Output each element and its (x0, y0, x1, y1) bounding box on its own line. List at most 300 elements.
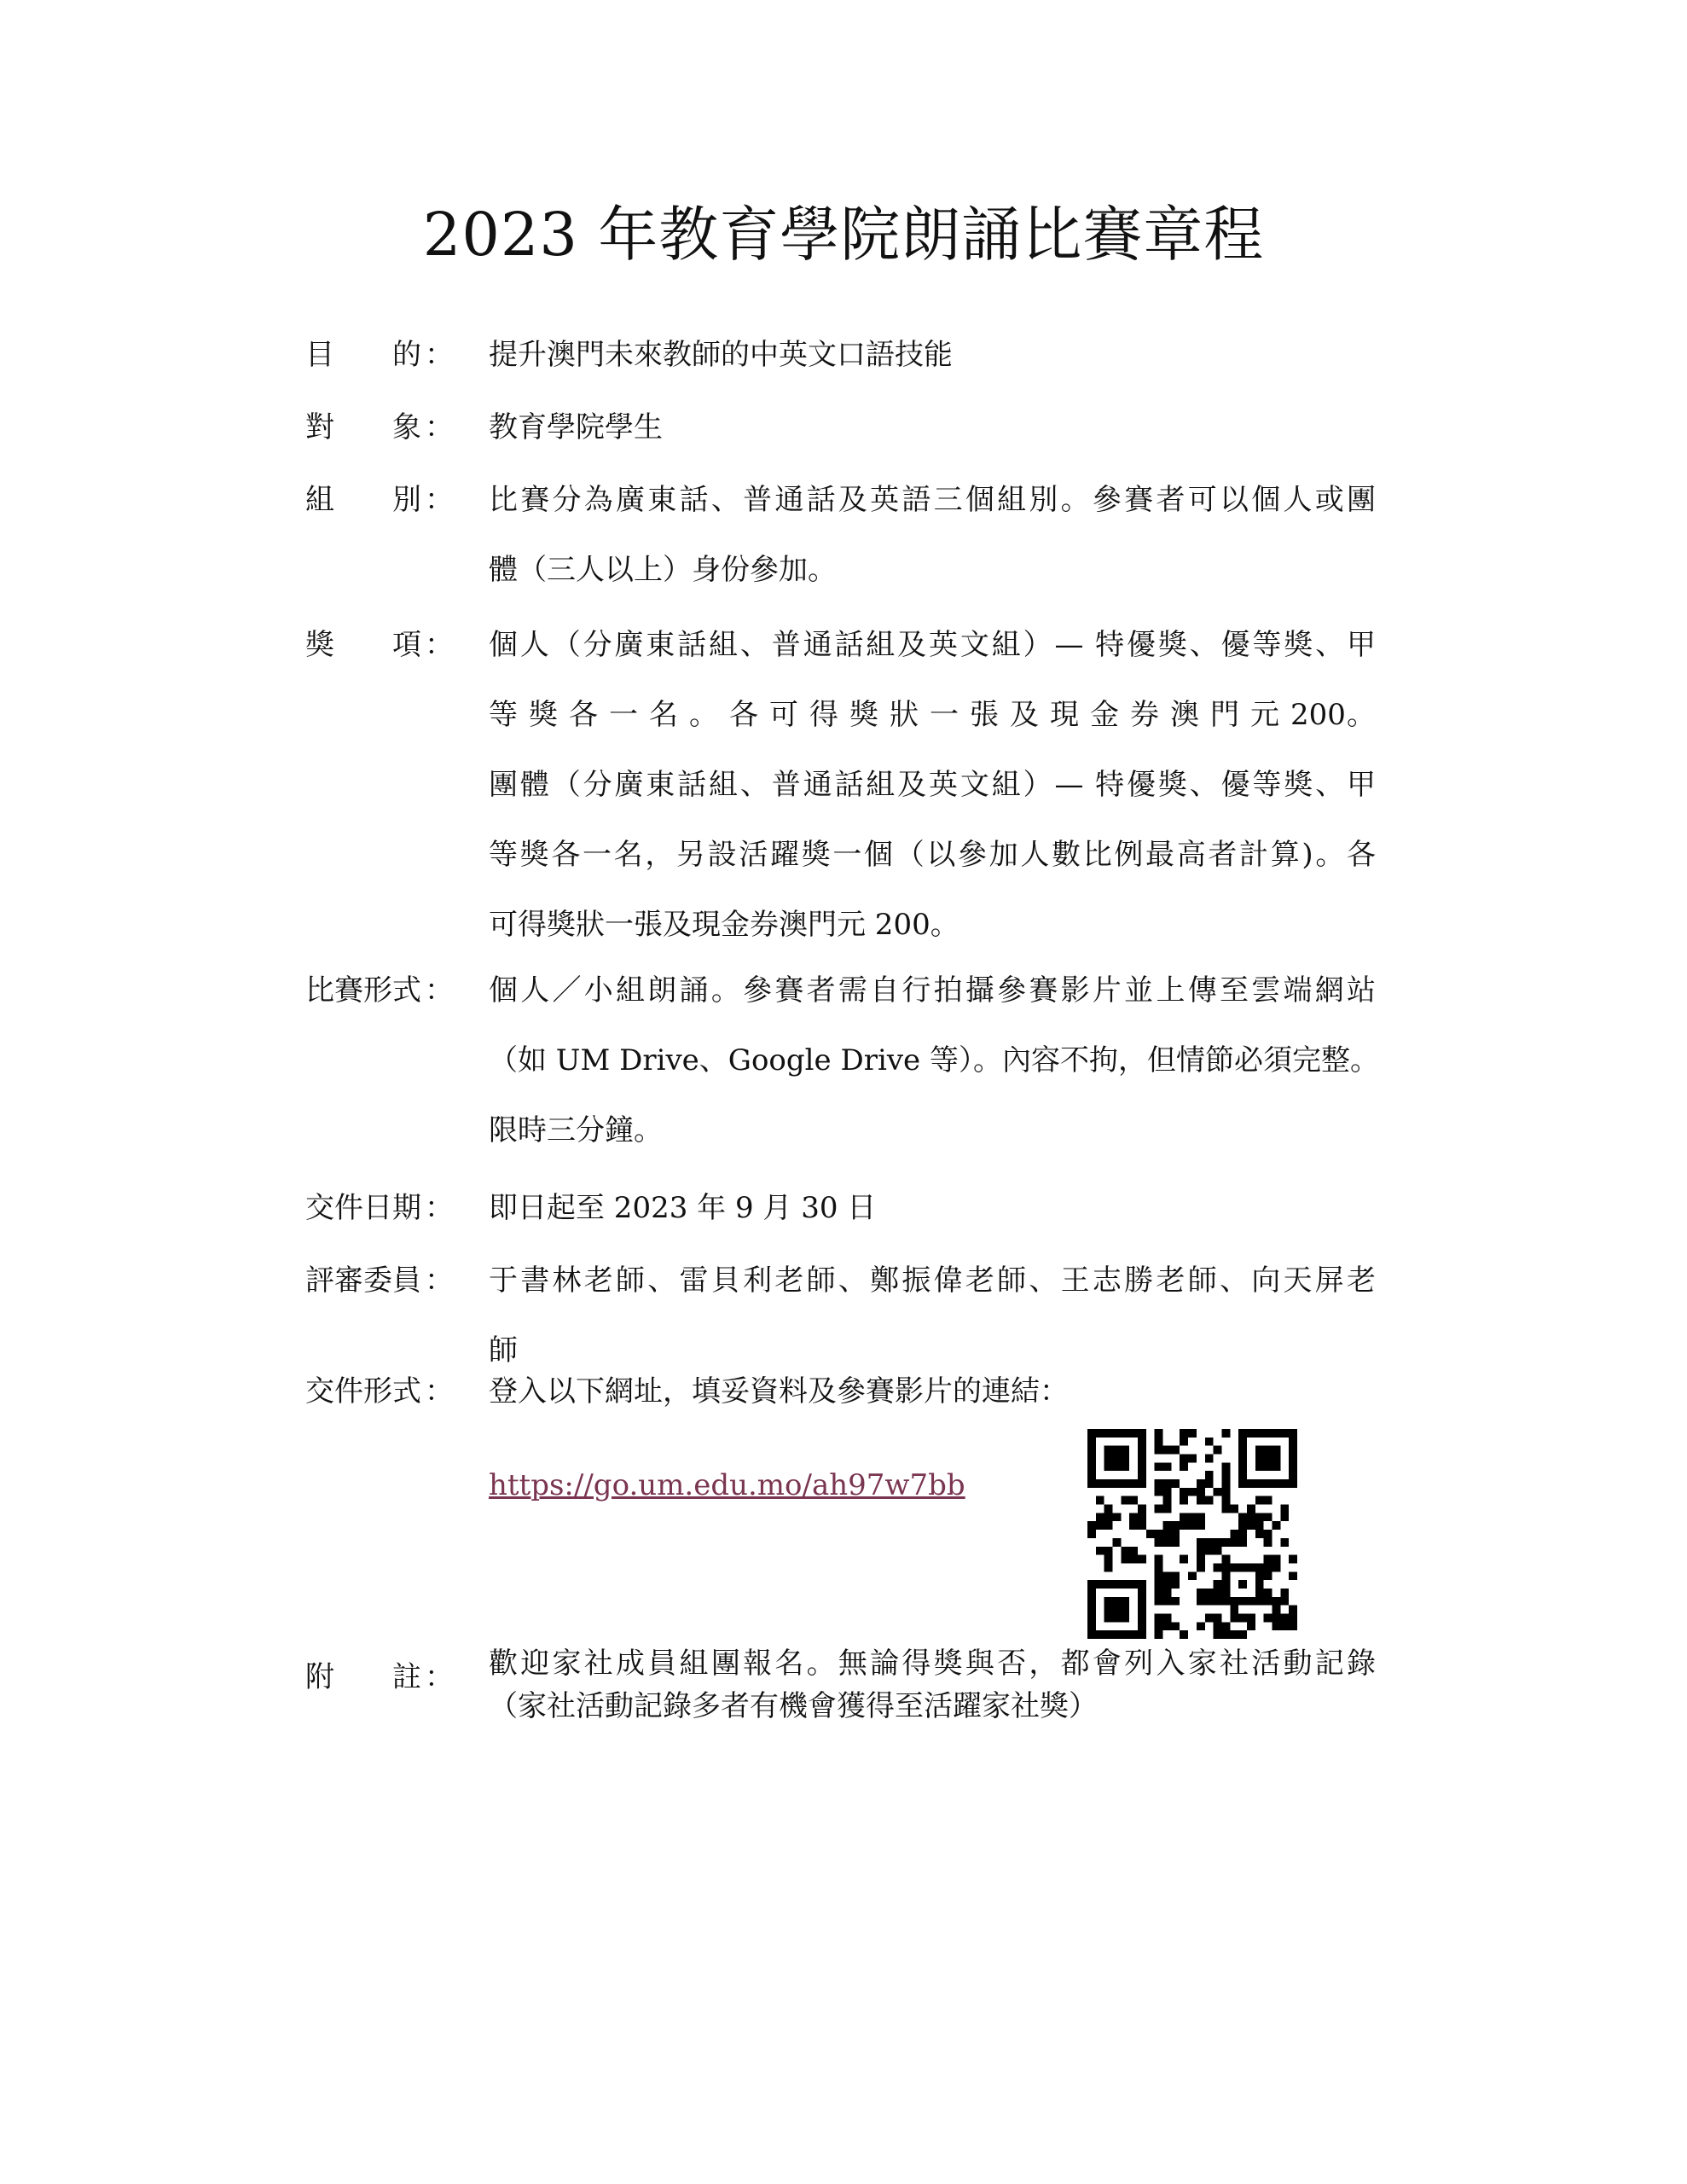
qr-module (1238, 1462, 1247, 1471)
qr-module (1238, 1429, 1247, 1438)
qr-module (1113, 1429, 1122, 1438)
qr-module (1138, 1613, 1146, 1622)
rule-label (305, 392, 454, 462)
qr-module (1221, 1505, 1230, 1513)
qr-module (1180, 1630, 1188, 1639)
qr-module (1121, 1613, 1129, 1622)
qr-module (1289, 1613, 1297, 1622)
qr-module (1096, 1547, 1104, 1555)
qr-module (1087, 1462, 1096, 1471)
qr-module (1096, 1429, 1104, 1438)
qr-module (1221, 1622, 1230, 1630)
qr-module (1238, 1513, 1247, 1521)
qr-module (1255, 1462, 1264, 1471)
rule-label (305, 956, 454, 1025)
qr-module (1121, 1630, 1129, 1639)
qr-module (1230, 1538, 1238, 1547)
qr-module (1214, 1563, 1222, 1571)
qr-module (1255, 1513, 1264, 1521)
qr-module (1096, 1580, 1104, 1589)
qr-module (1138, 1622, 1146, 1630)
rule-label-char: 附 (305, 1660, 334, 1694)
qr-module (1188, 1571, 1197, 1580)
qr-module (1205, 1589, 1214, 1597)
rule-label (305, 1173, 454, 1243)
rule-content (489, 1642, 1376, 1728)
qr-module (1289, 1571, 1297, 1580)
qr-module (1238, 1455, 1247, 1463)
rule-label-char: 註 (392, 1660, 421, 1694)
qr-module (1171, 1597, 1180, 1606)
qr-module (1188, 1488, 1197, 1496)
qr-module (1087, 1479, 1096, 1488)
qr-module (1255, 1496, 1264, 1505)
rule-content-line: 即日起至 2023 年 9 月 30 日 (489, 1191, 877, 1225)
qr-module (1289, 1471, 1297, 1479)
qr-module (1155, 1589, 1163, 1597)
qr-module (1087, 1606, 1096, 1614)
qr-module (1155, 1505, 1163, 1513)
qr-module (1138, 1446, 1146, 1455)
qr-module (1104, 1479, 1113, 1488)
qr-module (1247, 1622, 1255, 1630)
qr-module (1280, 1622, 1289, 1630)
qr-module (1138, 1462, 1146, 1471)
qr-module (1138, 1505, 1146, 1513)
qr-module (1096, 1479, 1104, 1488)
qr-module (1221, 1571, 1230, 1580)
rule-label-char: 形 (363, 1374, 392, 1409)
qr-module (1205, 1471, 1214, 1479)
qr-module (1104, 1547, 1113, 1555)
rule-label-colon: ： (425, 410, 454, 444)
qr-module (1180, 1429, 1188, 1438)
qr-module (1205, 1547, 1214, 1555)
qr-module (1230, 1505, 1238, 1513)
qr-module (1087, 1622, 1096, 1630)
qr-module (1155, 1580, 1163, 1589)
qr-module (1121, 1455, 1129, 1463)
qr-module (1289, 1462, 1297, 1471)
rule-content-line: 登入以下網址，填妥資料及參賽影片的連結： (489, 1374, 1069, 1409)
rule-label-char: 式 (392, 973, 421, 1008)
qr-module (1113, 1580, 1122, 1589)
qr-module (1180, 1521, 1188, 1530)
qr-module (1221, 1471, 1230, 1479)
qr-module (1272, 1597, 1280, 1606)
qr-module (1104, 1455, 1113, 1463)
qr-module (1255, 1571, 1264, 1580)
qr-module (1205, 1438, 1214, 1446)
qr-module (1113, 1606, 1122, 1614)
rule-label-char: 形 (363, 973, 392, 1008)
qr-module (1087, 1446, 1096, 1455)
qr-module (1238, 1521, 1247, 1530)
qr-module (1104, 1446, 1113, 1455)
qr-module (1155, 1479, 1163, 1488)
qr-module (1163, 1479, 1172, 1488)
rule-label-char: 對 (305, 410, 334, 444)
qr-module (1289, 1429, 1297, 1438)
qr-module (1121, 1429, 1129, 1438)
qr-module (1113, 1597, 1122, 1606)
qr-module (1197, 1589, 1205, 1597)
qr-module (1221, 1479, 1230, 1488)
qr-module (1264, 1479, 1272, 1488)
qr-module (1180, 1455, 1188, 1463)
qr-module (1138, 1555, 1146, 1564)
rule-label (305, 465, 454, 535)
rule-content-line: （如 UM Drive、Google Drive 等）。內容不拘，但情節必須完整。 (489, 1043, 1379, 1077)
qr-module (1238, 1613, 1247, 1622)
qr-module (1096, 1513, 1104, 1521)
qr-module (1087, 1597, 1096, 1606)
qr-module (1138, 1479, 1146, 1488)
rule-label-colon: ： (425, 628, 454, 662)
rule-label (305, 320, 454, 390)
qr-module (1280, 1513, 1289, 1521)
qr-module (1104, 1521, 1113, 1530)
qr-module (1180, 1513, 1188, 1521)
rule-label-colon: ： (425, 1263, 454, 1298)
qr-module (1280, 1613, 1289, 1622)
qr-module (1104, 1429, 1113, 1438)
qr-module (1272, 1455, 1280, 1463)
qr-module (1138, 1513, 1146, 1521)
rule-label-char: 的 (392, 338, 421, 372)
qr-module (1264, 1455, 1272, 1463)
rule-content-line: （家社活動記錄多者有機會獲得至活躍家社獎） (489, 1689, 1098, 1723)
qr-module (1087, 1530, 1096, 1538)
qr-module (1129, 1580, 1138, 1589)
qr-module (1104, 1613, 1113, 1622)
qr-module (1289, 1438, 1297, 1446)
qr-module (1272, 1622, 1280, 1630)
qr-module (1221, 1555, 1230, 1564)
qr-module (1171, 1538, 1180, 1547)
qr-module (1214, 1488, 1222, 1496)
rule-content-line: 于書林老師、雷貝利老師、鄭振偉老師、王志勝老師、向天屏老 (489, 1263, 1376, 1298)
qr-module (1255, 1446, 1264, 1455)
qr-module (1264, 1538, 1272, 1547)
qr-module (1163, 1462, 1172, 1471)
rule-label-char: 別 (392, 483, 421, 517)
qr-module (1255, 1455, 1264, 1463)
qr-module (1163, 1446, 1172, 1455)
qr-module (1238, 1580, 1247, 1589)
qr-module (1238, 1597, 1247, 1606)
qr-module (1104, 1505, 1113, 1513)
qr-module (1264, 1446, 1272, 1455)
qr-module (1280, 1597, 1289, 1606)
qr-module (1121, 1496, 1129, 1505)
registration-link[interactable]: https://go.um.edu.mo/ah97w7bb (489, 1468, 965, 1502)
rule-content-line: 等獎各一名，另設活躍獎一個（以參加人數比例最高者計算)。各 (489, 838, 1376, 872)
qr-module (1104, 1555, 1113, 1564)
qr-module (1289, 1455, 1297, 1463)
qr-module (1121, 1462, 1129, 1471)
qr-module (1129, 1429, 1138, 1438)
rule-label-colon: ： (425, 973, 454, 1008)
qr-module (1121, 1597, 1129, 1606)
qr-module (1238, 1438, 1247, 1446)
qr-module (1180, 1496, 1188, 1505)
qr-module (1155, 1571, 1163, 1580)
qr-module (1247, 1563, 1255, 1571)
qr-module (1214, 1538, 1222, 1547)
qr-module (1188, 1429, 1197, 1438)
rule-content-line: 教育學院學生 (489, 410, 663, 444)
qr-module (1247, 1429, 1255, 1438)
qr-module (1096, 1630, 1104, 1639)
qr-module (1214, 1446, 1222, 1455)
rule-label-colon: ： (425, 338, 454, 372)
qr-module (1171, 1622, 1180, 1630)
qr-module (1280, 1429, 1289, 1438)
qr-module (1155, 1613, 1163, 1622)
qr-module (1214, 1589, 1222, 1597)
qr-module (1104, 1630, 1113, 1639)
qr-module (1247, 1521, 1255, 1530)
qr-module (1163, 1496, 1172, 1505)
qr-module (1221, 1580, 1230, 1589)
qr-module (1113, 1462, 1122, 1471)
rule-label-colon: ： (425, 483, 454, 517)
rule-label-char: 交 (305, 1191, 334, 1225)
qr-module (1138, 1606, 1146, 1614)
rule-content (489, 392, 1376, 462)
qr-module (1272, 1462, 1280, 1471)
rule-content-line: 個人（分廣東話組、普通話組及英文組）— 特優獎、優等獎、甲 (489, 628, 1376, 662)
qr-module (1255, 1479, 1264, 1488)
qr-module (1171, 1479, 1180, 1488)
qr-module (1180, 1555, 1188, 1564)
rule-content-line: 歡迎家社成員組團報名。無論得獎與否，都會列入家社活動記錄 (489, 1647, 1376, 1681)
qr-module (1238, 1479, 1247, 1488)
qr-module (1272, 1446, 1280, 1455)
qr-module (1129, 1547, 1138, 1555)
qr-module (1205, 1479, 1214, 1488)
qr-module (1255, 1521, 1264, 1530)
rule-content-line: 提升澳門未來教師的中英文口語技能 (489, 338, 953, 372)
qr-module (1205, 1597, 1214, 1606)
qr-module (1255, 1597, 1264, 1606)
rule-content (489, 465, 1376, 605)
qr-module (1104, 1606, 1113, 1614)
qr-module (1155, 1438, 1163, 1446)
qr-module (1155, 1429, 1163, 1438)
qr-module (1087, 1438, 1096, 1446)
qr-module (1121, 1446, 1129, 1455)
qr-module (1087, 1580, 1096, 1589)
qr-module (1272, 1521, 1280, 1530)
qr-module (1214, 1622, 1222, 1630)
qr-module (1171, 1580, 1180, 1589)
qr-module (1197, 1555, 1205, 1564)
qr-module (1163, 1538, 1172, 1547)
rule-content (489, 1173, 1376, 1243)
qr-module (1180, 1438, 1188, 1446)
qr-module (1138, 1438, 1146, 1446)
qr-module (1163, 1580, 1172, 1589)
qr-module (1155, 1597, 1163, 1606)
qr-module (1138, 1589, 1146, 1597)
rule-label-char: 目 (305, 338, 334, 372)
rule-label-char: 比 (305, 973, 334, 1008)
rule-content-line: 師 (489, 1333, 518, 1368)
qr-module (1129, 1513, 1138, 1521)
rule-label (305, 1356, 454, 1426)
qr-module (1113, 1538, 1122, 1547)
qr-module (1264, 1530, 1272, 1538)
qr-module (1214, 1630, 1222, 1639)
rule-label-colon: ： (425, 1374, 454, 1409)
rule-content-line: 可得獎狀一張及現金券澳門元 200。 (489, 908, 959, 942)
qr-module (1197, 1547, 1205, 1555)
qr-module (1255, 1589, 1264, 1597)
rule-label-char: 日 (363, 1191, 392, 1225)
qr-module (1272, 1613, 1280, 1622)
rule-content-line: 比賽分為廣東話、普通話及英語三個組別。參賽者可以個人或團 (489, 483, 1376, 517)
qr-module (1104, 1563, 1113, 1571)
qr-module (1104, 1513, 1113, 1521)
qr-module (1163, 1505, 1172, 1513)
qr-module (1155, 1622, 1163, 1630)
qr-module (1221, 1496, 1230, 1505)
qr-module (1247, 1613, 1255, 1622)
qr-module (1096, 1521, 1104, 1530)
qr-module (1104, 1597, 1113, 1606)
rule-label-char: 件 (334, 1191, 363, 1225)
rule-content (489, 320, 1376, 390)
qr-module (1163, 1613, 1172, 1622)
qr-module (1155, 1446, 1163, 1455)
qr-module (1163, 1530, 1172, 1538)
qr-module (1230, 1530, 1238, 1538)
qr-module (1146, 1530, 1155, 1538)
qr-module (1230, 1613, 1238, 1622)
qr-module (1280, 1505, 1289, 1513)
qr-module (1188, 1455, 1197, 1463)
qr-module (1272, 1563, 1280, 1571)
qr-module (1221, 1630, 1230, 1639)
qr-module (1264, 1462, 1272, 1471)
qr-code-icon[interactable] (1087, 1429, 1297, 1639)
qr-module (1188, 1521, 1197, 1530)
qr-module (1113, 1455, 1122, 1463)
rule-label-char: 象 (392, 410, 421, 444)
qr-module (1221, 1563, 1230, 1571)
qr-module (1138, 1429, 1146, 1438)
qr-module (1264, 1513, 1272, 1521)
qr-module (1138, 1471, 1146, 1479)
qr-module (1230, 1630, 1238, 1639)
qr-module (1272, 1429, 1280, 1438)
qr-module (1197, 1538, 1205, 1547)
qr-module (1205, 1455, 1214, 1463)
qr-module (1155, 1555, 1163, 1564)
rule-label-char: 賽 (334, 973, 363, 1008)
rule-label-char: 交 (305, 1374, 334, 1409)
qr-module (1221, 1488, 1230, 1496)
qr-module (1255, 1429, 1264, 1438)
qr-module (1289, 1606, 1297, 1614)
qr-module (1289, 1446, 1297, 1455)
qr-module (1264, 1613, 1272, 1622)
qr-module (1188, 1513, 1197, 1521)
qr-module (1113, 1479, 1122, 1488)
qr-module (1238, 1471, 1247, 1479)
qr-module (1280, 1589, 1289, 1597)
qr-module (1155, 1563, 1163, 1571)
qr-module (1121, 1606, 1129, 1614)
rule-label (305, 1642, 454, 1712)
qr-module (1121, 1580, 1129, 1589)
qr-module (1247, 1479, 1255, 1488)
qr-module (1171, 1571, 1180, 1580)
rule-label-char: 審 (334, 1263, 363, 1298)
qr-module (1280, 1538, 1289, 1547)
qr-module (1205, 1613, 1214, 1622)
qr-module (1197, 1513, 1205, 1521)
qr-module (1163, 1521, 1172, 1530)
qr-module (1221, 1589, 1230, 1597)
qr-module (1238, 1563, 1247, 1571)
qr-module (1180, 1488, 1188, 1496)
qr-module (1205, 1496, 1214, 1505)
qr-module (1255, 1580, 1264, 1589)
qr-module (1221, 1538, 1230, 1547)
qr-module (1289, 1479, 1297, 1488)
qr-module (1087, 1521, 1096, 1530)
page-title: 2023 年教育學院朗誦比賽章程 (422, 200, 1265, 270)
rule-content (489, 610, 1376, 960)
qr-module (1163, 1597, 1172, 1606)
rule-content-line: 體（三人以上）身份參加。 (489, 553, 837, 587)
rule-label (305, 610, 454, 680)
qr-module (1247, 1597, 1255, 1606)
qr-module (1238, 1530, 1247, 1538)
qr-module (1264, 1496, 1272, 1505)
qr-module (1230, 1597, 1238, 1606)
rule-label-char: 式 (392, 1374, 421, 1409)
qr-module (1221, 1462, 1230, 1471)
qr-module (1272, 1606, 1280, 1614)
qr-module (1155, 1538, 1163, 1547)
qr-module (1163, 1589, 1172, 1597)
qr-module (1264, 1571, 1272, 1580)
rule-label-char: 評 (305, 1263, 334, 1298)
qr-module (1087, 1455, 1096, 1463)
qr-module (1155, 1462, 1163, 1471)
qr-module (1197, 1563, 1205, 1571)
qr-module (1087, 1630, 1096, 1639)
rule-label-char: 期 (392, 1191, 421, 1225)
qr-module (1155, 1630, 1163, 1639)
qr-module (1197, 1496, 1205, 1505)
qr-module (1087, 1429, 1096, 1438)
qr-module (1272, 1555, 1280, 1564)
qr-module (1289, 1622, 1297, 1630)
qr-module (1238, 1538, 1247, 1547)
qr-module (1113, 1513, 1122, 1521)
rule-label-colon: ： (425, 1660, 454, 1694)
rule-content-line: 限時三分鐘。 (489, 1113, 663, 1147)
qr-module (1238, 1446, 1247, 1455)
qr-module (1264, 1429, 1272, 1438)
qr-module (1255, 1530, 1264, 1538)
qr-module (1138, 1455, 1146, 1463)
